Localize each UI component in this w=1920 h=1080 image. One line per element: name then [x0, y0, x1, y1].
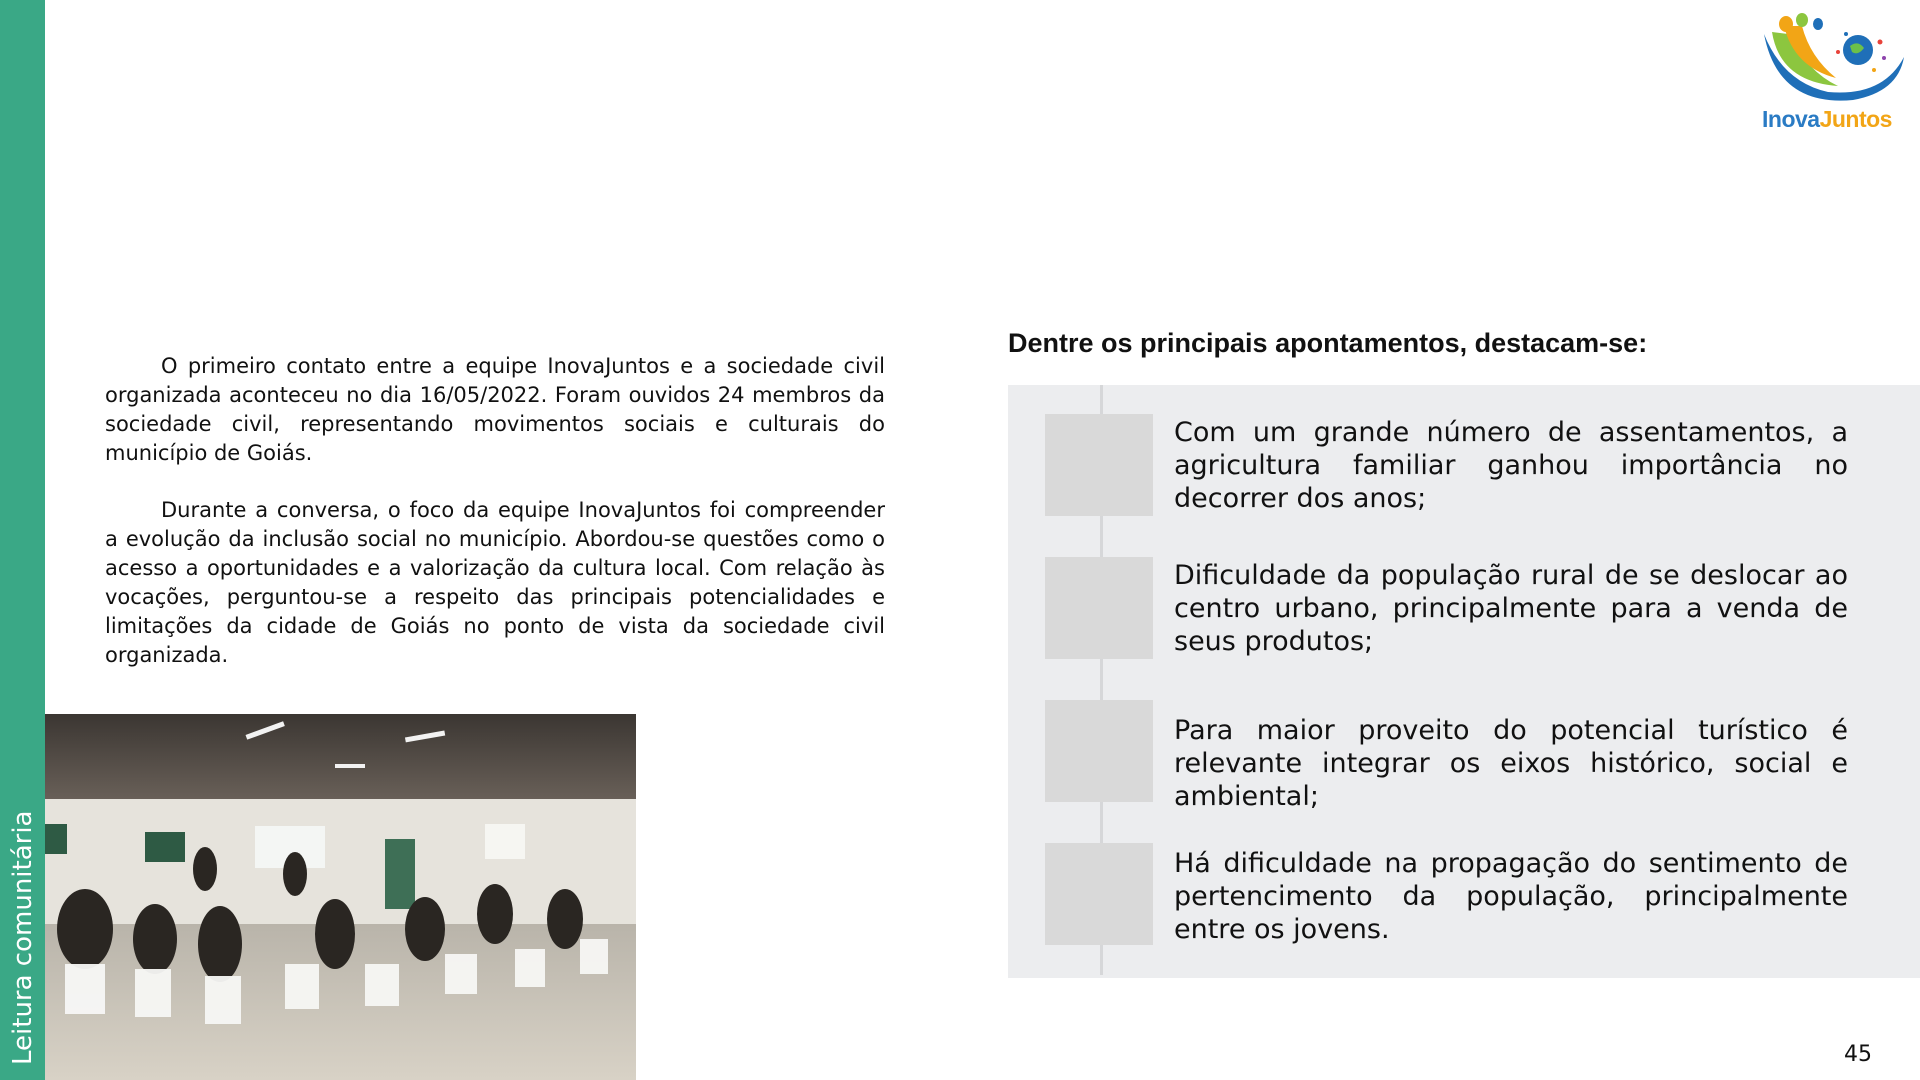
highlights-title: Dentre os principais apontamentos, destacam-se:	[1008, 328, 1648, 358]
section-label: Leitura comunitária	[8, 810, 38, 1065]
item-marker	[1045, 557, 1153, 659]
intro-paragraph: O primeiro contato entre a equipe InovaJuntos e a sociedade civil organizada aconteceu no dia 16/05/2022. Foram ouvidos 24 membros da sociedade civil, representando movimentos sociais e culturais do município de Goiás.	[105, 354, 885, 465]
meeting-photo	[45, 714, 636, 1080]
intro-paragraph: Durante a conversa, o foco da equipe InovaJuntos foi compreender a evolução da inclusão social no município. Abordou-se questões como o acesso a oportunidades e a valorização da cultura local. Com relação às vocações, perguntou-se a respeito das principais potencialidades e limitações da cidade de Goiás no ponto de vista da sociedade civil organizada.	[105, 498, 885, 667]
item-marker	[1045, 843, 1153, 945]
logo-wordmark: InovaJuntos	[1762, 106, 1892, 132]
highlight-item: Com um grande número de assentamentos, a agricultura familiar ganhou importância no decorrer dos anos;	[1174, 417, 1848, 514]
highlight-item: Dificuldade da população rural de se deslocar ao centro urbano, principalmente para a venda de seus produtos;	[1174, 560, 1848, 657]
item-marker	[1045, 700, 1153, 802]
highlight-item: Há dificuldade na propagação do sentimento de pertencimento da população, principalmente entre os jovens.	[1174, 848, 1848, 945]
item-marker	[1045, 414, 1153, 516]
page-number: 45	[1844, 1042, 1872, 1067]
intro-text	[105, 352, 885, 698]
highlight-item: Para maior proveito do potencial turístico é relevante integrar os eixos histórico, social e ambiental;	[1174, 715, 1848, 812]
